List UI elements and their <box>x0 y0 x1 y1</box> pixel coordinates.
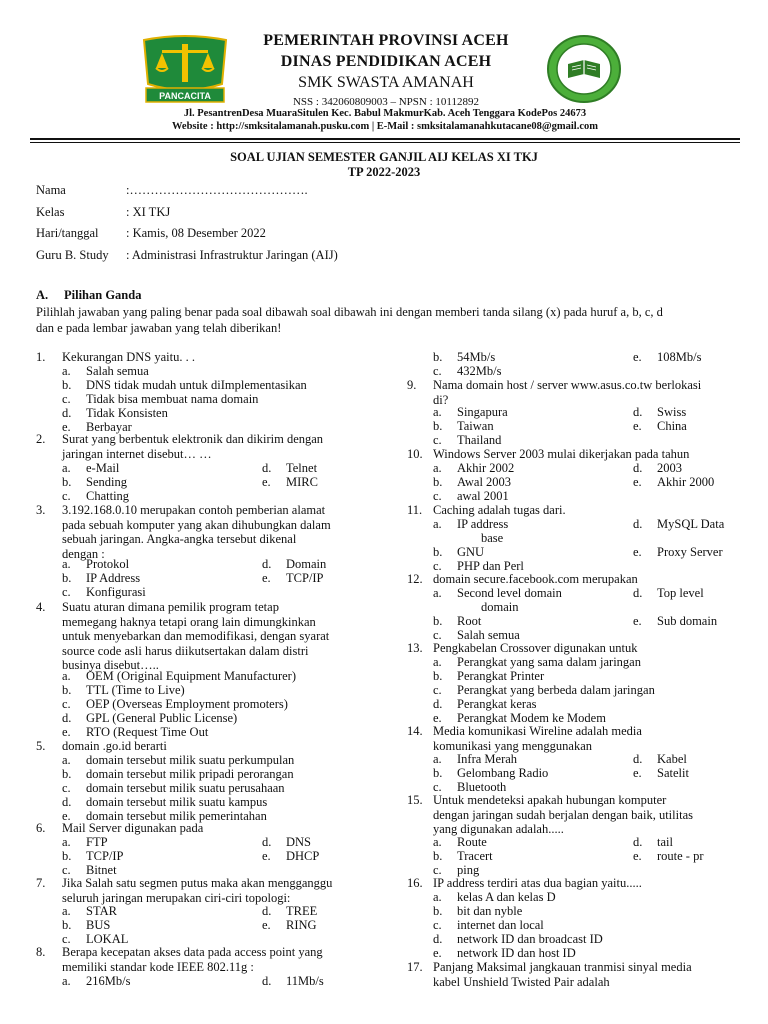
option-text: Kabel <box>657 752 687 766</box>
option-text: GPL (General Public License) <box>86 711 238 725</box>
question-text-line: IP address terdiri atas dua bagian yaitu..... <box>433 876 642 890</box>
question-number: 12. <box>407 572 423 586</box>
option-letter: d. <box>62 711 72 725</box>
option-text: 11Mb/s <box>286 974 324 988</box>
option-text: RTO (Request Time Out <box>86 725 209 739</box>
option-text: domain tersebut milik suatu perkumpulan <box>86 753 295 767</box>
question-number: 2. <box>36 432 46 446</box>
option-letter: b. <box>62 849 72 863</box>
question-text-line: jaringan internet disebut… … <box>62 446 212 461</box>
question-text-line: kabel Unshield Twisted Pair adalah <box>433 974 610 989</box>
option-text: DNS <box>286 835 312 849</box>
option-text: Sending <box>86 475 127 489</box>
option-letter: d. <box>633 461 643 475</box>
question-text-line: source code asli harus diikutsertakan dalam distri <box>62 643 309 658</box>
option-letter: d. <box>62 406 72 420</box>
option-letter: e. <box>62 809 71 823</box>
option-text: domain tersebut milik suatu kampus <box>86 795 268 809</box>
option-letter: b. <box>433 475 443 489</box>
option-text: OEP (Overseas Employment promoters) <box>86 697 288 711</box>
option-text: LOKAL <box>86 932 129 946</box>
option-letter: c. <box>433 433 442 447</box>
option-letter: e. <box>633 766 642 780</box>
option-letter: a. <box>433 586 442 600</box>
option-text: Perangkat keras <box>457 697 537 711</box>
option-letter: e. <box>633 419 642 433</box>
option-letter: b. <box>433 350 443 364</box>
option-letter: e. <box>262 918 271 932</box>
question-text-line: domain secure.facebook.com merupakan <box>433 572 638 586</box>
question-text-line: pada sebuah komputer yang akan dihubungkan dalam <box>62 517 331 532</box>
option-letter: a. <box>62 835 71 849</box>
question-text-line: Panjang Maksimal jangkauan tranmisi sinyal media <box>433 960 692 974</box>
option-text: awal 2001 <box>457 489 509 503</box>
option-text: 2003 <box>657 461 682 475</box>
question-text-line: seluruh jaringan merupakan ciri-ciri topologi: <box>62 890 291 905</box>
option-letter: d. <box>633 517 643 531</box>
option-letter: a. <box>433 405 442 419</box>
question-text-line: domain .go.id berarti <box>62 739 167 753</box>
option-text: Route <box>457 835 487 849</box>
option-text: network ID dan broadcast ID <box>457 932 603 946</box>
option-letter: a. <box>62 669 71 683</box>
option-text: network ID dan host ID <box>457 946 576 960</box>
option-letter: a. <box>62 753 71 767</box>
option-letter: c. <box>433 683 442 697</box>
option-letter: b. <box>433 419 443 433</box>
option-letter: c. <box>62 489 71 503</box>
option-text: Tidak Konsisten <box>86 406 168 420</box>
option-text: TTL (Time to Live) <box>86 683 185 697</box>
option-text: Tidak bisa membuat nama domain <box>86 392 259 406</box>
aceh-pancacita-emblem-icon <box>138 34 232 106</box>
question-number: 9. <box>407 378 417 392</box>
question-number: 16. <box>407 876 423 890</box>
identity-value: : Administrasi Infrastruktur Jaringan (AIJ) <box>126 248 338 262</box>
option-letter: c. <box>62 585 71 599</box>
option-letter: b. <box>62 378 72 392</box>
option-letter: d. <box>262 974 272 988</box>
identity-label: Hari/tanggal <box>36 226 99 240</box>
option-letter: e. <box>633 545 642 559</box>
option-text: e-Mail <box>86 461 120 475</box>
question-number: 7. <box>36 876 46 890</box>
option-letter: b. <box>62 683 72 697</box>
option-letter: e. <box>62 725 71 739</box>
option-text: Taiwan <box>457 419 494 433</box>
option-text: PHP dan Perl <box>457 559 524 573</box>
option-text: MIRC <box>286 475 318 489</box>
option-letter: a. <box>433 517 442 531</box>
option-text: RING <box>286 918 317 932</box>
question-text-line: Kekurangan DNS yaitu. . . <box>62 350 195 364</box>
option-text: Domain <box>286 557 327 571</box>
option-letter: c. <box>433 489 442 503</box>
option-text: Akhir 2000 <box>657 475 715 489</box>
option-letter: e. <box>433 946 442 960</box>
option-letter: a. <box>433 752 442 766</box>
option-text: domain tersebut milik pemerintahan <box>86 809 267 823</box>
question-text-line: Surat yang berbentuk elektronik dan dikirim dengan <box>62 432 324 446</box>
option-letter: d. <box>62 795 72 809</box>
option-letter: a. <box>433 461 442 475</box>
pancacita-label: PANCACITA <box>159 91 211 101</box>
exam-title-line2: TP 2022-2023 <box>347 165 421 179</box>
option-text: ping <box>457 863 480 877</box>
option-letter: c. <box>433 780 442 794</box>
option-text: Perangkat yang sama dalam jaringan <box>457 655 641 669</box>
question-text-line: Windows Server 2003 mulai dikerjakan pada tahun <box>433 447 690 461</box>
option-letter: b. <box>62 767 72 781</box>
option-letter: c. <box>433 918 442 932</box>
option-text: Telnet <box>286 461 318 475</box>
identity-label: Guru B. Study <box>36 248 109 262</box>
option-letter: b. <box>433 849 443 863</box>
question-text-line: memiliki standar kode IEEE 802.11g : <box>62 959 254 974</box>
option-letter: e. <box>633 475 642 489</box>
option-text: OEM (Original Equipment Manufacturer) <box>86 669 297 683</box>
option-text: Sub domain <box>657 614 718 628</box>
question-text-line: Nama domain host / server www.asus.co.tw berlokasi <box>433 378 702 392</box>
option-text: Perangkat Printer <box>457 669 545 683</box>
option-text: Perangkat yang berbeda dalam jaringan <box>457 683 655 697</box>
question-number: 5. <box>36 739 46 753</box>
option-letter: b. <box>62 571 72 585</box>
option-text: Berbayar <box>86 420 132 434</box>
question-text-line: Mail Server digunakan pada <box>62 821 204 835</box>
option-letter: c. <box>433 863 442 877</box>
option-text: TCP/IP <box>86 849 124 863</box>
question-text-line: Caching adalah tugas dari. <box>433 503 566 517</box>
option-letter: b. <box>433 669 443 683</box>
option-text: Second level domain <box>457 586 562 600</box>
identity-label: Kelas <box>36 205 65 219</box>
option-text: Root <box>457 614 482 628</box>
question-text-line: yang digunakan adalah..... <box>433 822 564 837</box>
option-letter: d. <box>633 586 643 600</box>
option-letter: e. <box>262 475 271 489</box>
letterhead-divider-thin <box>30 142 740 143</box>
option-text: domain tersebut milik suatu perusahaan <box>86 781 285 795</box>
school-book-emblem-icon <box>546 34 622 104</box>
option-text: Gelombang Radio <box>457 766 549 780</box>
option-text: domain <box>481 600 519 614</box>
identity-label: Nama <box>36 183 66 197</box>
letterhead-province: PEMERINTAH PROVINSI ACEH <box>263 32 509 49</box>
question-number: 1. <box>36 350 46 364</box>
question-number: 4. <box>36 600 46 614</box>
option-text: Konfigurasi <box>86 585 146 599</box>
option-text: Thailand <box>457 433 502 447</box>
option-letter: e. <box>633 849 642 863</box>
option-letter: c. <box>433 364 442 378</box>
instruction-line-1: Pilihlah jawaban yang paling benar pada soal dibawah soal dibawah ini dengan memberi tanda silang (x) pada huruf a, b, c, d <box>36 305 663 319</box>
option-letter: c. <box>62 392 71 406</box>
option-text: Swiss <box>657 405 687 419</box>
instruction-line-2: dan e pada lembar jawaban yang telah diberikan! <box>36 321 282 335</box>
question-text-line: di? <box>433 392 449 407</box>
question-number: 10. <box>407 447 423 461</box>
question-number: 15. <box>407 793 423 807</box>
option-letter: e. <box>633 614 642 628</box>
option-letter: a. <box>62 557 71 571</box>
option-text: IP Address <box>86 571 141 585</box>
option-letter: e. <box>62 420 71 434</box>
question-text-line: dengan : <box>62 546 105 561</box>
letterhead-school: SMK SWASTA AMANAH <box>298 74 474 91</box>
option-letter: d. <box>633 752 643 766</box>
option-letter: c. <box>62 863 71 877</box>
option-letter: e. <box>633 350 642 364</box>
question-text-line: businya disebut….. <box>62 658 159 673</box>
option-letter: d. <box>633 405 643 419</box>
question-number: 14. <box>407 724 423 738</box>
option-text: Satelit <box>657 766 689 780</box>
option-letter: d. <box>633 835 643 849</box>
option-letter: e. <box>433 711 442 725</box>
option-letter: b. <box>433 614 443 628</box>
option-letter: b. <box>433 904 443 918</box>
option-letter: b. <box>62 475 72 489</box>
option-text: 54Mb/s <box>457 350 496 364</box>
option-text: internet dan local <box>457 918 544 932</box>
section-title: Pilihan Ganda <box>64 288 142 302</box>
option-text: Salah semua <box>457 628 520 642</box>
question-number: 8. <box>36 945 46 959</box>
option-text: Akhir 2002 <box>457 461 515 475</box>
question-text-line: untuk menyebarkan dan memodifikasi, dengan syarat <box>62 629 330 644</box>
section-heading <box>36 288 141 303</box>
question-text-line: Berapa kecepatan akses data pada access point yang <box>62 945 323 959</box>
option-text: Top level <box>657 586 704 600</box>
question-number: 17. <box>407 960 423 974</box>
option-text: 216Mb/s <box>86 974 131 988</box>
option-text: STAR <box>86 904 117 918</box>
letterhead-agency: DINAS PENDIDIKAN ACEH <box>280 53 492 70</box>
question-number: 11. <box>407 503 423 517</box>
question-text-line: Jika Salah satu segmen putus maka akan mengganggu <box>62 876 333 890</box>
identity-value: : XI TKJ <box>126 205 171 219</box>
question-text-line: sebuah jaringan. Angka-angka tersebut dikenal <box>62 532 297 547</box>
option-letter: d. <box>262 557 272 571</box>
option-letter: c. <box>433 559 442 573</box>
question-number: 13. <box>407 641 423 655</box>
school-address: Jl. PesantrenDesa MuaraSitulen Kec. Babul MakmurKab. Aceh Tenggara KodePos 24673 <box>183 108 587 119</box>
option-text: BUS <box>86 918 111 932</box>
option-letter: a. <box>62 904 71 918</box>
option-letter: e. <box>262 849 271 863</box>
option-letter: b. <box>433 766 443 780</box>
question-text-line: Pengkabelan Crossover digunakan untuk <box>433 641 638 655</box>
letterhead-contact <box>80 107 690 133</box>
question-text-line: Suatu aturan dimana pemilik program tetap <box>62 600 279 614</box>
option-text: Perangkat Modem ke Modem <box>457 711 606 725</box>
option-letter: d. <box>262 904 272 918</box>
option-letter: b. <box>433 545 443 559</box>
option-text: domain tersebut milik pripadi perorangan <box>86 767 294 781</box>
option-text: TCP/IP <box>286 571 324 585</box>
option-text: Singapura <box>457 405 508 419</box>
option-letter: d. <box>433 697 443 711</box>
question-text-line: 3.192.168.0.10 merupakan contoh pemberian alamat <box>62 503 326 517</box>
letterhead <box>236 30 536 109</box>
identity-value: :……………………………………. <box>126 183 308 197</box>
option-text: Chatting <box>86 489 130 503</box>
option-letter: e. <box>262 571 271 585</box>
identity-value: : Kamis, 08 Desember 2022 <box>126 226 266 240</box>
option-text: Protokol <box>86 557 130 571</box>
option-letter: c. <box>62 932 71 946</box>
option-text: MySQL Data <box>657 517 725 531</box>
option-letter: a. <box>62 974 71 988</box>
instruction-text <box>36 304 736 336</box>
question-number: 3. <box>36 503 46 517</box>
option-text: Salah semua <box>86 364 149 378</box>
option-text: tail <box>657 835 673 849</box>
letterhead-nss-npsn: NSS : 342060809003 – NPSN : 10112892 <box>292 96 479 108</box>
option-text: IP address <box>457 517 509 531</box>
question-text-line: memegang haknya tetapi orang lain dimungkinkan <box>62 614 316 629</box>
option-text: route - pr <box>657 849 704 863</box>
option-text: FTP <box>86 835 108 849</box>
option-text: base <box>481 531 504 545</box>
option-text: Proxy Server <box>657 545 723 559</box>
option-letter: a. <box>433 655 442 669</box>
option-text: Bitnet <box>86 863 117 877</box>
letterhead-divider-thick <box>30 138 740 140</box>
option-letter: a. <box>433 835 442 849</box>
question-text-line: komunikasi yang menggunakan <box>433 738 592 753</box>
option-letter: c. <box>62 781 71 795</box>
option-text: 108Mb/s <box>657 350 702 364</box>
option-text: kelas A dan kelas D <box>457 890 556 904</box>
option-text: bit dan nyble <box>457 904 523 918</box>
option-text: GNU <box>457 545 485 559</box>
option-letter: d. <box>433 932 443 946</box>
question-text-line: Untuk mendeteksi apakah hubungan komputer <box>433 793 667 807</box>
exam-title-line1: SOAL UJIAN SEMESTER GANJIL AIJ KELAS XI TKJ <box>230 150 538 164</box>
option-text: Awal 2003 <box>457 475 512 489</box>
option-letter: c. <box>62 697 71 711</box>
option-letter: b. <box>62 918 72 932</box>
option-letter: a. <box>433 890 442 904</box>
option-letter: d. <box>262 835 272 849</box>
exam-title <box>0 150 768 180</box>
option-letter: d. <box>262 461 272 475</box>
option-text: DNS tidak mudah untuk diImplementasikan <box>86 378 307 392</box>
option-letter: c. <box>433 628 442 642</box>
option-text: Tracert <box>457 849 493 863</box>
option-text: 432Mb/s <box>457 364 502 378</box>
option-text: Bluetooth <box>457 780 507 794</box>
school-website-email: Website : http://smksitalamanah.pusku.com | E-Mail : smksitalamanahkutacane08@gmail.com <box>172 121 598 132</box>
option-letter: a. <box>62 364 71 378</box>
option-text: China <box>657 419 687 433</box>
option-text: Infra Merah <box>457 752 518 766</box>
option-text: DHCP <box>286 849 320 863</box>
question-number: 6. <box>36 821 46 835</box>
section-number: A. <box>36 288 49 302</box>
question-text-line: dengan jaringan sudah berjalan dengan baik, utilitas <box>433 807 693 822</box>
option-letter: a. <box>62 461 71 475</box>
option-text: TREE <box>286 904 318 918</box>
question-text-line: Media komunikasi Wireline adalah media <box>433 724 642 738</box>
